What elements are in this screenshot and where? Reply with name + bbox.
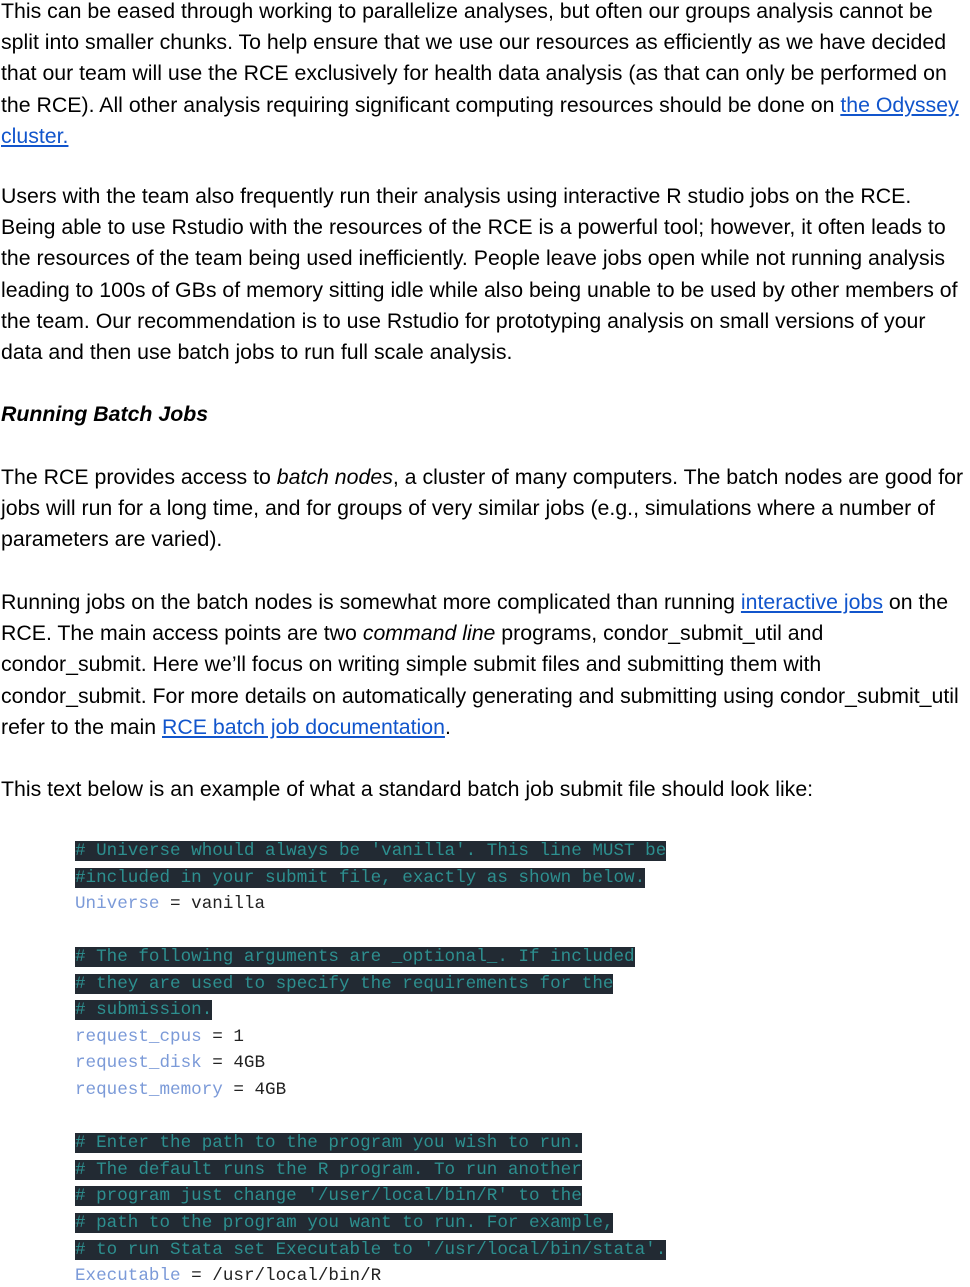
- code-comment: # The following arguments are _optional_. If included: [75, 947, 635, 967]
- paragraph-batch-nodes: The RCE provides access to batch nodes, a cluster of many computers. The batch nodes are good for jobs will run for a long time, and for groups of very similar jobs (e.g., simulations where a number of parameters are varied).: [1, 465, 964, 552]
- code-key-memory: request_memory: [75, 1080, 223, 1100]
- paragraph-example-intro: This text below is an example of what a standard batch job submit file should look like:: [1, 777, 814, 801]
- code-comment: # they are used to specify the requirements for the: [75, 974, 614, 994]
- code-comment: # program just change '/user/local/bin/R' to the: [75, 1186, 582, 1206]
- section-heading: Running Batch Jobs: [1, 402, 209, 426]
- code-value: = 1: [201, 1027, 244, 1047]
- code-comment: # path to the program you want to run. For example,: [75, 1213, 614, 1233]
- paragraph-resource-usage: This can be eased through working to parallelize analyses, but often our groups analysis cannot be split into smaller chunks. To help ensure that we use our resources as efficiently as we have decided that our team will use the RCE exclusively for health data analysis (as that can only be performed on the RCE). All other analysis requiring significant computing resources should be done on the Odyssey cluster.: [1, 0, 959, 148]
- code-key-disk: request_disk: [75, 1053, 202, 1073]
- odyssey-cluster-link[interactable]: the Odyssey cluster.: [1, 92, 959, 148]
- code-value: = /usr/local/bin/R: [180, 1266, 382, 1286]
- rce-batch-docs-link[interactable]: RCE batch job documentation: [162, 714, 445, 739]
- code-comment: # Universe whould always be 'vanilla'. This line MUST be: [75, 841, 667, 861]
- code-value: = 4GB: [201, 1053, 266, 1073]
- code-key-cpus: request_cpus: [75, 1027, 202, 1047]
- interactive-jobs-link[interactable]: interactive jobs: [740, 590, 883, 614]
- code-comment: # The default runs the R program. To run another: [75, 1160, 582, 1180]
- paragraph-rstudio: Users with the team also frequently run their analysis using interactive R studio jobs on the RCE. Being able to use Rstudio with the resources of the RCE is a powerful tool; however, it often leads to the resources of the team being used inefficiently. People leave jobs open while not running analysis leading to 100s of GBs of memory sitting idle while also being unable to be used by other members of the team. Our recommendation is to use Rstudio for prototyping analysis on small versions of your data and then use batch jobs to run full scale analysis.: [1, 184, 958, 365]
- code-key-universe: Universe: [75, 894, 160, 914]
- code-comment: # Enter the path to the program you wish to run.: [75, 1133, 582, 1153]
- paragraph-running-jobs: Running jobs on the batch nodes is somewhat more complicated than running interactive jobs on the RCE. The main access points are two command line programs, condor_submit_util and condor_submit. Here we’ll focus on writing simple submit files and submitting them with condor_submit. For more details on automatically generating and submitting using condor_submit_util refer to the main RCE batch job documentation.: [1, 590, 959, 739]
- code-value: = 4GB: [222, 1080, 287, 1100]
- code-comment: #included in your submit file, exactly as shown below.: [75, 868, 646, 888]
- code-comment: # submission.: [75, 1000, 213, 1020]
- code-key-executable: Executable: [75, 1266, 181, 1286]
- code-comment: # to run Stata set Executable to '/usr/local/bin/stata'.: [75, 1240, 667, 1260]
- code-value: = vanilla: [159, 894, 266, 914]
